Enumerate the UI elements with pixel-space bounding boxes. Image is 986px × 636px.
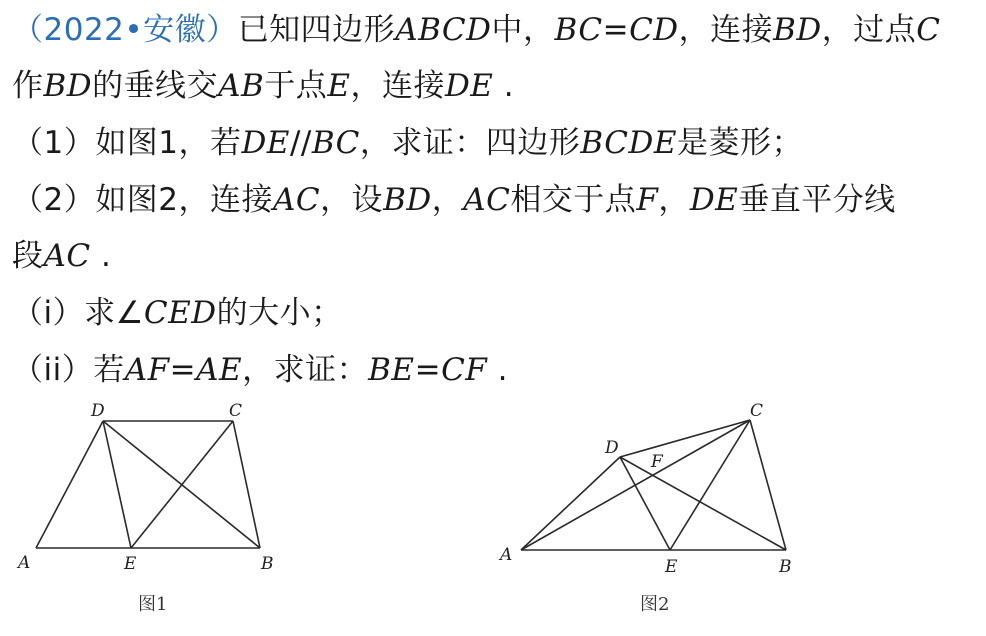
fig2-label-e: E	[665, 557, 678, 577]
math-symbol: BD	[43, 68, 93, 104]
math-symbol: AF	[124, 352, 170, 388]
text-run: =	[414, 352, 442, 388]
fig2-label-d: D	[605, 438, 619, 458]
text-run: ，设	[320, 182, 384, 218]
fig1-label-b: B	[261, 554, 274, 574]
text-run: //	[289, 125, 312, 161]
fig2-label-b: B	[779, 557, 792, 577]
fig1-label-a: A	[18, 553, 31, 573]
math-symbol: CF	[441, 352, 488, 388]
math-symbol: BC	[311, 125, 360, 161]
text-run: 相交于点	[510, 182, 637, 218]
math-symbol: E	[327, 68, 351, 104]
text-run: .	[90, 238, 112, 274]
math-symbol: CED	[143, 295, 217, 331]
math-symbol: BCDE	[580, 125, 677, 161]
fig1-label-c: C	[229, 401, 243, 421]
math-symbol: F	[636, 182, 659, 218]
fig2-label-c: C	[750, 401, 764, 421]
text-run: ，求证：	[242, 352, 369, 388]
text-run: ，	[431, 182, 464, 218]
text-run: .	[493, 68, 515, 104]
math-symbol: AE	[196, 352, 243, 388]
math-symbol: C	[916, 12, 941, 48]
math-symbol: ABCD	[395, 12, 492, 48]
text-run: 中，	[491, 12, 555, 48]
fig1-label-e: E	[124, 554, 137, 574]
math-symbol: BD	[773, 12, 822, 48]
text-run: 的垂线交	[92, 68, 219, 104]
text-run: 的大小；	[216, 295, 343, 331]
fig2-label-f: F	[651, 452, 663, 472]
text-run: =	[169, 352, 197, 388]
text-run: ，连接	[678, 12, 774, 48]
text-run: （2）如图2，连接	[12, 182, 273, 218]
fig2-label-a: A	[500, 545, 513, 565]
fig2-segment-bc	[750, 420, 786, 550]
math-symbol: BE	[368, 352, 415, 388]
text-run: =	[602, 12, 630, 48]
math-symbol: AC	[43, 238, 91, 274]
text-run: 已知四边形	[237, 12, 396, 48]
fig1-label-d: D	[91, 401, 105, 421]
text-run: （ii）若	[12, 352, 125, 388]
math-symbol: AC	[272, 182, 321, 218]
text-run: （i）求∠	[12, 295, 144, 331]
math-symbol: DE	[689, 182, 739, 218]
math-symbol: CD	[629, 12, 679, 48]
math-symbol: AB	[218, 68, 265, 104]
math-symbol: DE	[444, 68, 494, 104]
math-symbol: AC	[463, 182, 511, 218]
fig2-segment-da	[521, 457, 620, 550]
text-run: 垂直平分线	[738, 182, 896, 218]
text-run: （1）如图1，若	[12, 125, 242, 161]
text-run: ，求证：四边形	[359, 125, 581, 161]
text-run: .	[487, 352, 509, 388]
text-run: 段	[12, 238, 44, 274]
math-symbol: BD	[383, 182, 432, 218]
math-symbol: BC	[554, 12, 603, 48]
text-run: ，过点	[821, 12, 917, 48]
figure-1-caption: 图1	[138, 594, 168, 615]
text-run: ，	[658, 182, 690, 218]
problem-source: （2022•安徽）	[12, 12, 238, 48]
text-run: 于点	[264, 68, 328, 104]
text-run: 作	[12, 68, 44, 104]
text-run: 是菱形；	[676, 125, 803, 161]
math-symbol: DE	[241, 125, 290, 161]
figure-2-caption: 图2	[640, 594, 670, 615]
text-run: ，连接	[350, 68, 445, 104]
